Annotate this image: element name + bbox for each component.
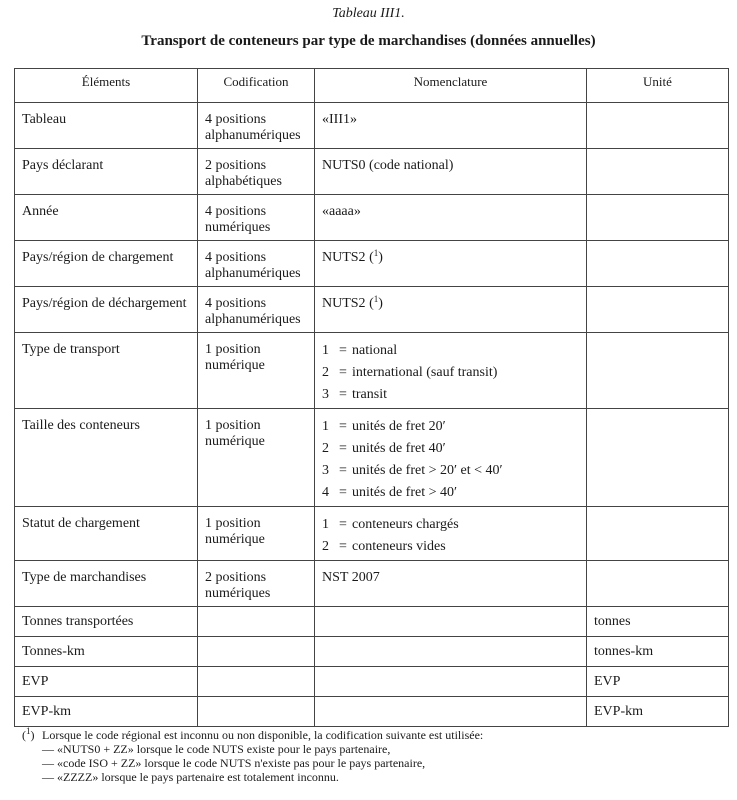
- item-label: national: [352, 343, 398, 358]
- cell-nomenclature: [315, 409, 587, 507]
- cell-nomenclature: [315, 561, 587, 607]
- table-row: [15, 103, 729, 149]
- item-code: 1: [322, 419, 329, 434]
- cell-codification: [198, 561, 315, 607]
- nomenclature-value: NUTS0 (code national): [322, 158, 454, 173]
- cell-codification: [198, 333, 315, 409]
- codification-line: numériques: [205, 220, 271, 235]
- nomenclature-value: «III1»: [322, 112, 357, 127]
- item-code: 2: [322, 539, 329, 554]
- nomenclature-item: [322, 384, 579, 406]
- item-code: 3: [322, 387, 329, 402]
- table-row: [15, 607, 729, 637]
- nomenclature-item: [322, 514, 579, 536]
- footnote-intro: Lorsque le code régional est inconnu ou non disponible, la codification suivante est utilisée:: [42, 728, 484, 742]
- header-row: [15, 69, 729, 103]
- codification-line: 4 positions: [205, 204, 267, 219]
- cell-unit: [587, 333, 729, 409]
- nomenclature-value: «aaaa»: [322, 204, 361, 219]
- table-title: Transport de conteneurs par type de marchandises (données annuelles): [141, 33, 596, 49]
- table-row: [15, 697, 729, 727]
- footnote: [22, 728, 722, 784]
- cell-nomenclature: [315, 149, 587, 195]
- footnote-item: — «ZZZZ» lorsque le pays partenaire est totalement inconnu.: [42, 770, 339, 784]
- codification-line: 2 positions: [205, 158, 267, 173]
- cell-unit: [587, 287, 729, 333]
- nomenclature-item: [322, 362, 579, 384]
- cell-unit: [587, 507, 729, 561]
- cell-codification: [198, 409, 315, 507]
- cell-codification: [198, 667, 315, 697]
- cell-unit: [587, 195, 729, 241]
- codification-line: 4 positions: [205, 112, 267, 127]
- nomenclature-value: NUTS2: [322, 250, 366, 265]
- cell-unit: [587, 149, 729, 195]
- cell-unit: tonnes: [587, 607, 729, 637]
- cell-unit: [587, 409, 729, 507]
- equals-sign: =: [339, 365, 347, 380]
- cell-nomenclature: [315, 697, 587, 727]
- cell-codification: [198, 195, 315, 241]
- item-label: conteneurs chargés: [352, 517, 459, 532]
- equals-sign: =: [339, 419, 347, 434]
- codification-line: 1 position: [205, 342, 261, 357]
- table-row: [15, 637, 729, 667]
- codification-line: alphabétiques: [205, 174, 282, 189]
- cell-unit: [587, 103, 729, 149]
- codification-line: alphanumériques: [205, 128, 301, 143]
- cell-element: Pays/région de déchargement: [15, 287, 198, 333]
- cell-codification: [198, 697, 315, 727]
- nomenclature-value: NUTS2: [322, 296, 366, 311]
- codification-line: numériques: [205, 586, 271, 601]
- equals-sign: =: [339, 441, 347, 456]
- footnote-mark: ($^1$): [22, 726, 35, 742]
- footnote-item: — «NUTS0 + ZZ» lorsque le code NUTS existe pour le pays partenaire,: [42, 742, 391, 756]
- data-table: [14, 68, 729, 727]
- equals-sign: =: [339, 485, 347, 500]
- table-row: [15, 149, 729, 195]
- footnote-item: — «code ISO + ZZ» lorsque le code NUTS n'existe pas pour le pays partenaire,: [42, 756, 426, 770]
- equals-sign: =: [339, 463, 347, 478]
- cell-element: Tableau: [15, 103, 198, 149]
- table-row: [15, 507, 729, 561]
- cell-element: Pays/région de chargement: [15, 241, 198, 287]
- item-label: conteneurs vides: [352, 539, 446, 554]
- equals-sign: =: [339, 343, 347, 358]
- nomenclature-item: [322, 340, 579, 362]
- footnote-ref-number: 1: [373, 248, 379, 258]
- table-row: [15, 409, 729, 507]
- table-caption: Tableau III1.: [332, 6, 405, 21]
- item-code: 2: [322, 365, 329, 380]
- item-code: 4: [322, 485, 329, 500]
- codification-line: 1 position: [205, 418, 261, 433]
- cell-element: Type de marchandises: [15, 561, 198, 607]
- cell-element: Année: [15, 195, 198, 241]
- header-unit: Unité: [587, 69, 729, 103]
- cell-codification: [198, 607, 315, 637]
- table-row: [15, 333, 729, 409]
- codification-line: 1 position: [205, 516, 261, 531]
- nomenclature-item: [322, 482, 579, 504]
- codification-line: numérique: [205, 434, 265, 449]
- header-codification: Codification: [198, 69, 315, 103]
- nomenclature-item: [322, 438, 579, 460]
- table-row: [15, 667, 729, 697]
- codification-line: numérique: [205, 358, 265, 373]
- equals-sign: =: [339, 387, 347, 402]
- table-body: [15, 103, 729, 727]
- item-label: international (sauf transit): [352, 365, 498, 380]
- cell-codification: [198, 287, 315, 333]
- item-code: 1: [322, 517, 329, 532]
- cell-codification: [198, 637, 315, 667]
- footnote-ref-number: 1: [373, 294, 379, 304]
- nomenclature-item: [322, 536, 579, 558]
- cell-unit: EVP: [587, 667, 729, 697]
- cell-unit: [587, 561, 729, 607]
- cell-nomenclature: [315, 667, 587, 697]
- codification-line: 2 positions: [205, 570, 267, 585]
- cell-codification: [198, 149, 315, 195]
- table-row: [15, 561, 729, 607]
- cell-nomenclature: [315, 333, 587, 409]
- cell-unit: EVP-km: [587, 697, 729, 727]
- footnote-ref: ($^1$): [365, 294, 383, 311]
- table-row: [15, 241, 729, 287]
- cell-codification: [198, 103, 315, 149]
- cell-element: Tonnes-km: [15, 637, 198, 667]
- table-row: [15, 195, 729, 241]
- item-code: 1: [322, 343, 329, 358]
- table-row: [15, 287, 729, 333]
- nomenclature-item: [322, 416, 579, 438]
- item-code: 3: [322, 463, 329, 478]
- cell-unit: tonnes-km: [587, 637, 729, 667]
- codification-line: 4 positions: [205, 250, 267, 265]
- codification-line: 4 positions: [205, 296, 267, 311]
- cell-nomenclature: [315, 607, 587, 637]
- item-label: unités de fret 20′: [352, 419, 446, 434]
- codification-line: alphanumériques: [205, 312, 301, 327]
- equals-sign: =: [339, 539, 347, 554]
- cell-nomenclature: [315, 241, 587, 287]
- cell-nomenclature: [315, 195, 587, 241]
- item-code: 2: [322, 441, 329, 456]
- cell-element: Type de transport: [15, 333, 198, 409]
- cell-element: Taille des conteneurs: [15, 409, 198, 507]
- cell-element: Statut de chargement: [15, 507, 198, 561]
- cell-nomenclature: [315, 287, 587, 333]
- cell-nomenclature: [315, 637, 587, 667]
- equals-sign: =: [339, 517, 347, 532]
- item-label: unités de fret > 20′ et < 40′: [352, 463, 503, 478]
- nomenclature-value: NST 2007: [322, 570, 380, 585]
- nomenclature-item: [322, 460, 579, 482]
- cell-nomenclature: [315, 507, 587, 561]
- codification-line: numérique: [205, 532, 265, 547]
- header-elements: Éléments: [15, 69, 198, 103]
- cell-element: EVP: [15, 667, 198, 697]
- item-label: transit: [352, 387, 387, 402]
- header-nomenclature: Nomenclature: [315, 69, 587, 103]
- item-label: unités de fret 40′: [352, 441, 446, 456]
- cell-element: Pays déclarant: [15, 149, 198, 195]
- cell-unit: [587, 241, 729, 287]
- item-label: unités de fret > 40′: [352, 485, 458, 500]
- cell-codification: [198, 507, 315, 561]
- codification-line: alphanumériques: [205, 266, 301, 281]
- cell-element: EVP-km: [15, 697, 198, 727]
- footnote-ref: ($^1$): [365, 248, 383, 265]
- cell-nomenclature: [315, 103, 587, 149]
- cell-codification: [198, 241, 315, 287]
- cell-element: Tonnes transportées: [15, 607, 198, 637]
